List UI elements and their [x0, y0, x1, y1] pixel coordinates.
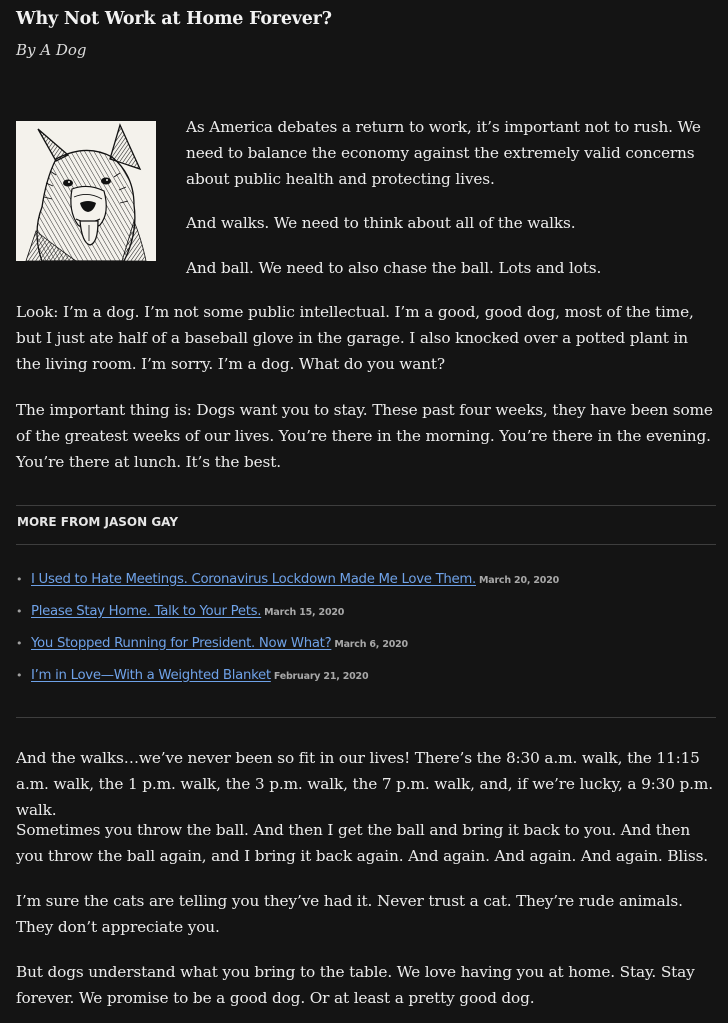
section-divider: [16, 717, 716, 718]
more-from-item: [16, 627, 559, 659]
bullet-icon: •: [16, 572, 23, 586]
article-paragraph: Sometimes you throw the ball. And then I get the ball and bring it back to you. And then you throw the ball again, and I bring it back again. And again. And again. And again. Bliss.: [16, 821, 709, 865]
article-paragraph: And the walks…we’ve never been so fit in our lives! There’s the 8:30 a.m. walk, the 11:15 a.m. walk, the 1 p.m. walk, the 3 p.m. walk, the 7 p.m. walk, and, if we’re lucky, a 9:30 p.m. walk.: [16, 749, 713, 819]
bullet-icon: •: [16, 604, 23, 618]
article-paragraph: As America debates a return to work, it’s important not to rush. We need to balance the economy against the extremely valid concerns about public health and protecting lives.: [186, 118, 701, 188]
bullet-icon: •: [16, 636, 23, 650]
dog-illustration-image: [16, 121, 156, 261]
article-paragraph: And walks. We need to think about all of the walks.: [186, 214, 576, 232]
article-paragraph: But dogs understand what you bring to the table. We love having you at home. Stay. Stay forever. We promise to be a good dog. Or at least a pretty good dog.: [16, 963, 695, 1007]
more-from-heading: MORE FROM JASON GAY: [17, 515, 179, 529]
more-from-link[interactable]: You Stopped Running for President. Now What?: [31, 635, 332, 651]
more-from-date: March 6, 2020: [334, 638, 408, 650]
more-from-list: [16, 563, 559, 691]
article-byline: By A Dog: [16, 41, 87, 59]
article-headline: Why Not Work at Home Forever?: [16, 9, 332, 29]
article-paragraph: I’m sure the cats are telling you they’ve had it. Never trust a cat. They’re rude animals. They don’t appreciate you.: [16, 892, 683, 936]
section-divider: [16, 505, 716, 506]
more-from-item: [16, 563, 559, 595]
section-divider: [16, 544, 716, 545]
more-from-link[interactable]: I Used to Hate Meetings. Coronavirus Lockdown Made Me Love Them.: [31, 571, 476, 587]
article-paragraph: The important thing is: Dogs want you to stay. These past four weeks, they have been some of the greatest weeks of our lives. You’re there in the morning. You’re there in the evening. You’re there at lunch. It’s the best.: [16, 401, 713, 471]
more-from-date: March 15, 2020: [264, 606, 345, 618]
more-from-item: [16, 595, 559, 627]
more-from-link[interactable]: Please Stay Home. Talk to Your Pets.: [31, 603, 262, 619]
more-from-date: February 21, 2020: [273, 670, 369, 682]
dog-illustration-icon: [16, 121, 156, 261]
more-from-date: March 20, 2020: [478, 574, 560, 586]
more-from-item: [16, 659, 559, 691]
article-paragraph: Look: I’m a dog. I’m not some public intellectual. I’m a good, good dog, most of the time, but I just ate half of a baseball glove in the garage. I also knocked over a potted plant in the living room. I’m sorry. I’m a dog. What do you want?: [16, 303, 694, 373]
more-from-link[interactable]: I’m in Love—With a Weighted Blanket: [31, 667, 271, 683]
article-paragraph: And ball. We need to also chase the ball. Lots and lots.: [186, 259, 602, 277]
bullet-icon: •: [16, 668, 23, 682]
